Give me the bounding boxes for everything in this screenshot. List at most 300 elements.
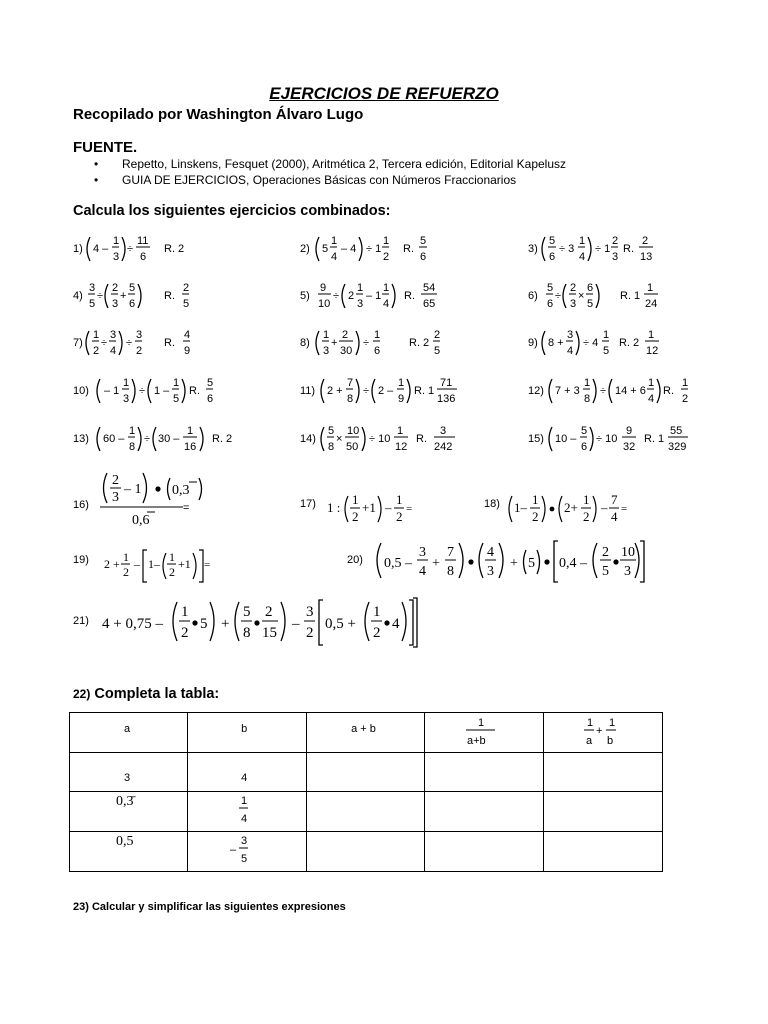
svg-text:14 + 6: 14 + 6	[615, 385, 646, 397]
svg-text:3: 3	[419, 545, 426, 560]
svg-text:24: 24	[645, 298, 658, 310]
svg-text:– 1: – 1	[366, 290, 382, 302]
svg-text:÷ 1: ÷ 1	[595, 243, 611, 255]
exercise-number: 1)	[73, 243, 83, 255]
svg-text:3: 3	[323, 345, 330, 357]
svg-text:5: 5	[581, 425, 588, 437]
exercise-number: 7)	[73, 337, 83, 349]
svg-text:12: 12	[395, 441, 408, 453]
svg-text:– 4: – 4	[341, 243, 357, 255]
svg-text:÷: ÷	[127, 243, 134, 255]
svg-text:2: 2	[169, 565, 175, 579]
svg-text:+: +	[510, 556, 518, 571]
svg-text:–: –	[134, 557, 140, 571]
svg-text:3: 3	[123, 393, 130, 405]
svg-text:5: 5	[183, 298, 190, 310]
exercise-number: 2)	[300, 243, 310, 255]
table-row	[70, 832, 663, 872]
exercise-number: 12)	[528, 385, 544, 397]
svg-text:10: 10	[621, 545, 635, 560]
svg-text:×: ×	[336, 433, 343, 445]
svg-text:9: 9	[626, 425, 633, 437]
svg-text:1 –: 1 –	[154, 385, 170, 397]
svg-text:–: –	[385, 500, 392, 515]
svg-text:6: 6	[129, 298, 136, 310]
question-number: 23	[73, 901, 86, 913]
svg-text:3: 3	[357, 298, 364, 310]
svg-text:4: 4	[487, 545, 494, 560]
svg-text:4: 4	[611, 509, 618, 524]
header-a-plus-b: a + b	[307, 713, 425, 753]
svg-text:6: 6	[140, 251, 147, 263]
source-item: • Repetto, Linskens, Fesquet (2000), Aritmética 2, Tercera edición, Editorial Kapelusz	[94, 156, 566, 172]
svg-text:136: 136	[437, 393, 456, 405]
svg-text:÷ 1: ÷ 1	[366, 243, 382, 255]
svg-text:R. 2: R. 2	[409, 337, 430, 349]
exercise-number: 13)	[73, 433, 89, 445]
cell-empty[interactable]	[543, 832, 662, 872]
svg-text:5: 5	[420, 235, 427, 247]
svg-text:1: 1	[383, 282, 390, 294]
svg-text:5: 5	[587, 298, 594, 310]
svg-text:1: 1	[608, 717, 616, 729]
answer: R. 2	[212, 433, 233, 445]
svg-text:2: 2	[583, 509, 590, 524]
svg-text:+: +	[331, 337, 338, 349]
exercise-number: 4)	[73, 290, 83, 302]
svg-text:1: 1	[352, 492, 359, 507]
svg-text:11: 11	[137, 235, 149, 247]
exercise-number: 21)	[73, 615, 89, 627]
svg-text:– 1: – 1	[104, 385, 120, 397]
exercise-number: 5)	[300, 290, 310, 302]
svg-text:R.: R.	[403, 243, 414, 255]
exercise-number: 11)	[300, 385, 316, 397]
header-b: b	[188, 713, 307, 753]
svg-text:71: 71	[440, 377, 453, 389]
svg-text:5: 5	[241, 853, 248, 865]
svg-text:1: 1	[129, 425, 136, 437]
exercise-number: 14)	[300, 433, 316, 445]
svg-text:÷: ÷	[555, 290, 562, 302]
svg-text:÷: ÷	[126, 337, 133, 349]
svg-text:+: +	[221, 616, 230, 632]
svg-text:3: 3	[89, 282, 96, 294]
exercise-number: 15)	[528, 433, 544, 445]
svg-text:2: 2	[532, 509, 539, 524]
svg-text:5: 5	[434, 345, 441, 357]
svg-text:=: =	[621, 503, 628, 515]
svg-text:– 1: – 1	[124, 482, 142, 497]
svg-text:13: 13	[640, 251, 653, 263]
question-number: 22)	[73, 687, 91, 701]
svg-text:6: 6	[587, 282, 594, 294]
svg-text:60 –: 60 –	[103, 433, 125, 445]
question-label: ) Calcular y simplificar las siguientes expresiones	[85, 901, 346, 913]
exercise-14	[300, 422, 470, 459]
svg-text:1: 1	[373, 604, 381, 620]
svg-text:5: 5	[547, 282, 554, 294]
svg-text:6: 6	[547, 298, 554, 310]
svg-text:4: 4	[383, 298, 390, 310]
svg-text:4: 4	[110, 345, 117, 357]
svg-text:1: 1	[181, 604, 189, 620]
svg-text:2 –: 2 –	[378, 385, 394, 397]
svg-text:55: 55	[670, 425, 683, 437]
exercise-number: 8)	[300, 337, 310, 349]
svg-text:1: 1	[241, 795, 248, 807]
exercise-number: 9)	[528, 337, 538, 349]
svg-text:1: 1	[579, 235, 586, 247]
cell-empty[interactable]	[543, 792, 662, 832]
table-header-row	[70, 713, 663, 753]
svg-text:1: 1	[477, 717, 485, 729]
svg-text:3: 3	[624, 564, 631, 579]
svg-text:1: 1	[357, 282, 364, 294]
svg-text:÷: ÷	[101, 337, 108, 349]
svg-text:8: 8	[328, 441, 335, 453]
svg-text:7: 7	[447, 545, 454, 560]
svg-text:R. 2: R. 2	[619, 337, 640, 349]
svg-text:1: 1	[648, 377, 655, 389]
svg-text:5: 5	[528, 556, 535, 571]
svg-text:1: 1	[586, 717, 594, 729]
svg-text:1–: 1–	[514, 500, 527, 515]
svg-text:4: 4	[184, 329, 191, 341]
svg-text:8 +: 8 +	[548, 337, 564, 349]
svg-text:3: 3	[487, 564, 494, 579]
svg-text:6: 6	[581, 441, 588, 453]
svg-text:2: 2	[136, 345, 143, 357]
svg-text:2: 2	[642, 235, 649, 247]
svg-text:R.: R.	[164, 290, 175, 302]
svg-text:2: 2	[682, 393, 689, 405]
svg-text:242: 242	[434, 441, 453, 453]
svg-text:3: 3	[567, 329, 574, 341]
fraction-minus-three-fifths	[188, 832, 306, 868]
header-one-over-sum	[424, 713, 543, 753]
source-item: • GUIA DE EJERCICIOS, Operaciones Básicas con Números Fraccionarios	[94, 172, 566, 188]
exercise-2	[300, 232, 450, 269]
svg-text:32: 32	[623, 441, 636, 453]
page-title: EJERCICIOS DE REFUERZO	[269, 84, 499, 103]
exercise-20	[347, 538, 647, 591]
exercise-1	[73, 232, 233, 269]
svg-text:4: 4	[419, 564, 426, 579]
svg-text:–: –	[230, 844, 237, 856]
svg-text:÷ 4: ÷ 4	[583, 337, 599, 349]
svg-text:6: 6	[420, 251, 427, 263]
svg-text:×: ×	[578, 290, 585, 302]
fraction-one-over-a-plus-b	[425, 713, 543, 749]
svg-text:4: 4	[331, 251, 338, 263]
svg-text:1: 1	[584, 377, 591, 389]
svg-text:4: 4	[648, 393, 655, 405]
svg-text:1: 1	[173, 377, 180, 389]
cell-b: 4	[188, 753, 307, 792]
exercise-4	[73, 279, 233, 316]
svg-text:12: 12	[646, 345, 659, 357]
svg-text:R.: R.	[416, 433, 427, 445]
svg-text:R.: R.	[663, 385, 674, 397]
source-list	[94, 156, 566, 188]
svg-text:1: 1	[123, 550, 129, 564]
svg-text:5: 5	[200, 616, 208, 632]
exercise-number: 3)	[528, 243, 538, 255]
svg-text:1: 1	[398, 377, 405, 389]
exercise-15	[528, 422, 698, 459]
svg-text:7: 7	[611, 492, 618, 507]
exercise-5	[300, 279, 450, 316]
svg-text:8: 8	[347, 393, 354, 405]
svg-text:2+: 2+	[564, 500, 578, 515]
svg-text:0,4 –: 0,4 –	[559, 556, 587, 571]
svg-text:1: 1	[323, 329, 330, 341]
svg-text:+1: +1	[178, 557, 191, 571]
svg-text:15: 15	[262, 625, 277, 641]
svg-text:9: 9	[398, 393, 405, 405]
svg-text:R. 1: R. 1	[620, 290, 641, 302]
svg-text:+: +	[432, 556, 440, 571]
svg-text:6: 6	[207, 393, 214, 405]
exercise-number: 19)	[73, 554, 89, 566]
svg-text:0,6: 0,6	[132, 513, 150, 528]
exercise-6	[528, 279, 668, 316]
svg-text:2: 2	[383, 251, 390, 263]
svg-text:2 +: 2 +	[104, 557, 120, 571]
svg-text:1: 1	[648, 329, 655, 341]
svg-text:÷: ÷	[363, 385, 370, 397]
svg-text:4 + 0,75 –: 4 + 0,75 –	[102, 616, 163, 632]
svg-text:2: 2	[612, 235, 619, 247]
svg-text:+: +	[120, 290, 127, 302]
svg-text:÷ 10: ÷ 10	[369, 433, 391, 445]
svg-text:1: 1	[532, 492, 539, 507]
svg-text:÷: ÷	[97, 290, 104, 302]
exercise-12	[528, 374, 698, 411]
svg-text:3: 3	[612, 251, 619, 263]
svg-text:÷: ÷	[333, 290, 340, 302]
svg-text:5: 5	[322, 243, 329, 255]
svg-text:1: 1	[331, 235, 338, 247]
exercise-3	[528, 232, 668, 269]
svg-text:1: 1	[397, 425, 404, 437]
svg-text:0,3: 0,3	[172, 483, 190, 498]
svg-text:1: 1	[383, 235, 390, 247]
svg-text:6: 6	[549, 251, 556, 263]
header-a: a	[70, 713, 188, 753]
svg-text:3: 3	[113, 251, 120, 263]
svg-text:3: 3	[112, 490, 119, 505]
cell-a: 0,5	[70, 832, 188, 872]
svg-text:1: 1	[647, 282, 654, 294]
cell-empty[interactable]	[307, 832, 425, 872]
svg-text:a: a	[585, 735, 593, 747]
exercise-9	[528, 326, 668, 363]
cell-a: 0,3̄	[70, 792, 188, 832]
svg-text:2: 2	[602, 545, 609, 560]
svg-text:8: 8	[584, 393, 591, 405]
svg-text:2: 2	[306, 625, 314, 641]
svg-text:2: 2	[373, 625, 381, 641]
svg-text:1: 1	[603, 329, 610, 341]
svg-text:50: 50	[346, 441, 359, 453]
svg-text:b: b	[606, 735, 614, 747]
exercise-number: 16)	[73, 499, 89, 511]
svg-text:4: 4	[567, 345, 574, 357]
fuente-heading: FUENTE.	[73, 139, 138, 156]
svg-text:8: 8	[129, 441, 136, 453]
svg-text:3: 3	[241, 835, 248, 847]
svg-text:9: 9	[184, 345, 191, 357]
svg-text:2: 2	[123, 565, 129, 579]
svg-text:5: 5	[243, 604, 251, 620]
svg-text:3: 3	[136, 329, 143, 341]
svg-text:7 + 3: 7 + 3	[555, 385, 580, 397]
cell-a: 3	[70, 753, 188, 792]
svg-text:2: 2	[112, 282, 119, 294]
svg-text:5: 5	[173, 393, 180, 405]
exercise-number: 17)	[300, 498, 316, 510]
table-row	[70, 753, 663, 792]
cell-empty[interactable]	[307, 792, 425, 832]
data-table	[69, 712, 663, 872]
svg-text:2: 2	[112, 473, 119, 488]
svg-text:1: 1	[113, 235, 120, 247]
exercise-21	[73, 597, 433, 652]
svg-text:30 –: 30 –	[158, 433, 180, 445]
svg-text:7: 7	[347, 377, 354, 389]
svg-text:–: –	[292, 616, 300, 632]
svg-text:65: 65	[423, 298, 436, 310]
svg-text:9: 9	[320, 282, 327, 294]
question-label: Completa la tabla:	[94, 686, 220, 702]
svg-text:8: 8	[447, 564, 454, 579]
svg-text:÷ 3: ÷ 3	[559, 243, 575, 255]
svg-text:=: =	[204, 559, 211, 571]
svg-text:10 –: 10 –	[555, 433, 577, 445]
svg-text:10: 10	[318, 298, 331, 310]
svg-text:–: –	[601, 500, 608, 515]
svg-text:6: 6	[374, 345, 381, 357]
instruction: Calcula los siguientes ejercicios combinados:	[73, 203, 391, 219]
svg-text:÷: ÷	[600, 385, 607, 397]
cell-b	[188, 792, 307, 832]
fraction-one-quarter	[188, 792, 306, 828]
svg-text:0,5 –: 0,5 –	[384, 556, 412, 571]
header-sum-of-reciprocals	[543, 713, 662, 753]
svg-text:5: 5	[328, 425, 335, 437]
exercise-18	[484, 490, 644, 533]
svg-text:2: 2	[570, 282, 577, 294]
cell-empty[interactable]	[307, 753, 425, 792]
table-row	[70, 792, 663, 832]
svg-text:5: 5	[89, 298, 96, 310]
exercise-number: 6)	[528, 290, 538, 302]
fraction-sum-reciprocals	[544, 713, 662, 749]
cell-empty[interactable]	[424, 792, 543, 832]
svg-text:+1: +1	[362, 500, 376, 515]
svg-text:1: 1	[187, 425, 194, 437]
svg-text:÷: ÷	[144, 433, 151, 445]
exercise-17	[300, 490, 440, 533]
svg-text:R. 1: R. 1	[414, 385, 435, 397]
svg-text:1: 1	[396, 492, 403, 507]
svg-text:R.: R.	[623, 243, 634, 255]
svg-text:a+b: a+b	[466, 735, 486, 747]
svg-text:+: +	[595, 725, 603, 737]
svg-text:R.: R.	[404, 290, 415, 302]
svg-text:÷ 10: ÷ 10	[596, 433, 618, 445]
svg-text:4 –: 4 –	[93, 243, 109, 255]
svg-text:1: 1	[93, 329, 100, 341]
svg-text:16: 16	[184, 441, 197, 453]
svg-text:R. 1: R. 1	[644, 433, 665, 445]
svg-text:÷: ÷	[363, 337, 370, 349]
svg-text:5: 5	[129, 282, 136, 294]
svg-text:0,5 +: 0,5 +	[325, 616, 356, 632]
svg-text:=: =	[406, 503, 413, 515]
svg-text:1: 1	[123, 377, 130, 389]
svg-text:5: 5	[603, 345, 610, 357]
svg-text:2: 2	[265, 604, 273, 620]
svg-text:2: 2	[352, 509, 359, 524]
svg-text:2: 2	[348, 290, 355, 302]
svg-text:8: 8	[243, 625, 251, 641]
svg-text:=: =	[183, 502, 190, 514]
exercise-7	[73, 326, 233, 363]
question-22	[73, 686, 219, 702]
svg-text:5: 5	[549, 235, 556, 247]
svg-text:10: 10	[347, 425, 360, 437]
svg-text:÷: ÷	[139, 385, 146, 397]
cell-empty[interactable]	[424, 753, 543, 792]
svg-text:30: 30	[340, 345, 353, 357]
svg-text:1: 1	[169, 550, 175, 564]
exercise-number: 20)	[347, 554, 363, 566]
cell-empty[interactable]	[424, 832, 543, 872]
svg-text:2: 2	[342, 329, 349, 341]
svg-text:1: 1	[374, 329, 381, 341]
svg-text:4: 4	[241, 813, 248, 825]
svg-text:5: 5	[207, 377, 214, 389]
svg-text:329: 329	[668, 441, 687, 453]
svg-text:3: 3	[440, 425, 447, 437]
exercise-number: 10)	[73, 385, 89, 397]
svg-text:2: 2	[183, 282, 190, 294]
svg-text:3: 3	[110, 329, 117, 341]
svg-text:1: 1	[682, 377, 689, 389]
svg-text:R.: R.	[164, 337, 175, 349]
exercise-13	[73, 422, 243, 459]
svg-text:54: 54	[423, 282, 436, 294]
exercise-16	[73, 468, 273, 531]
exercise-number: 18)	[484, 498, 500, 510]
svg-text:2: 2	[396, 509, 403, 524]
cell-empty[interactable]	[543, 753, 662, 792]
exercise-19	[73, 548, 253, 591]
svg-text:2: 2	[93, 345, 100, 357]
question-23	[73, 901, 346, 913]
svg-text:1 :: 1 :	[327, 500, 341, 515]
svg-text:4: 4	[579, 251, 586, 263]
svg-text:2: 2	[434, 329, 441, 341]
svg-text:3: 3	[570, 298, 577, 310]
cell-b	[188, 832, 307, 872]
exercise-11	[300, 374, 470, 411]
exercise-10	[73, 374, 233, 411]
svg-text:R.: R.	[189, 385, 200, 397]
